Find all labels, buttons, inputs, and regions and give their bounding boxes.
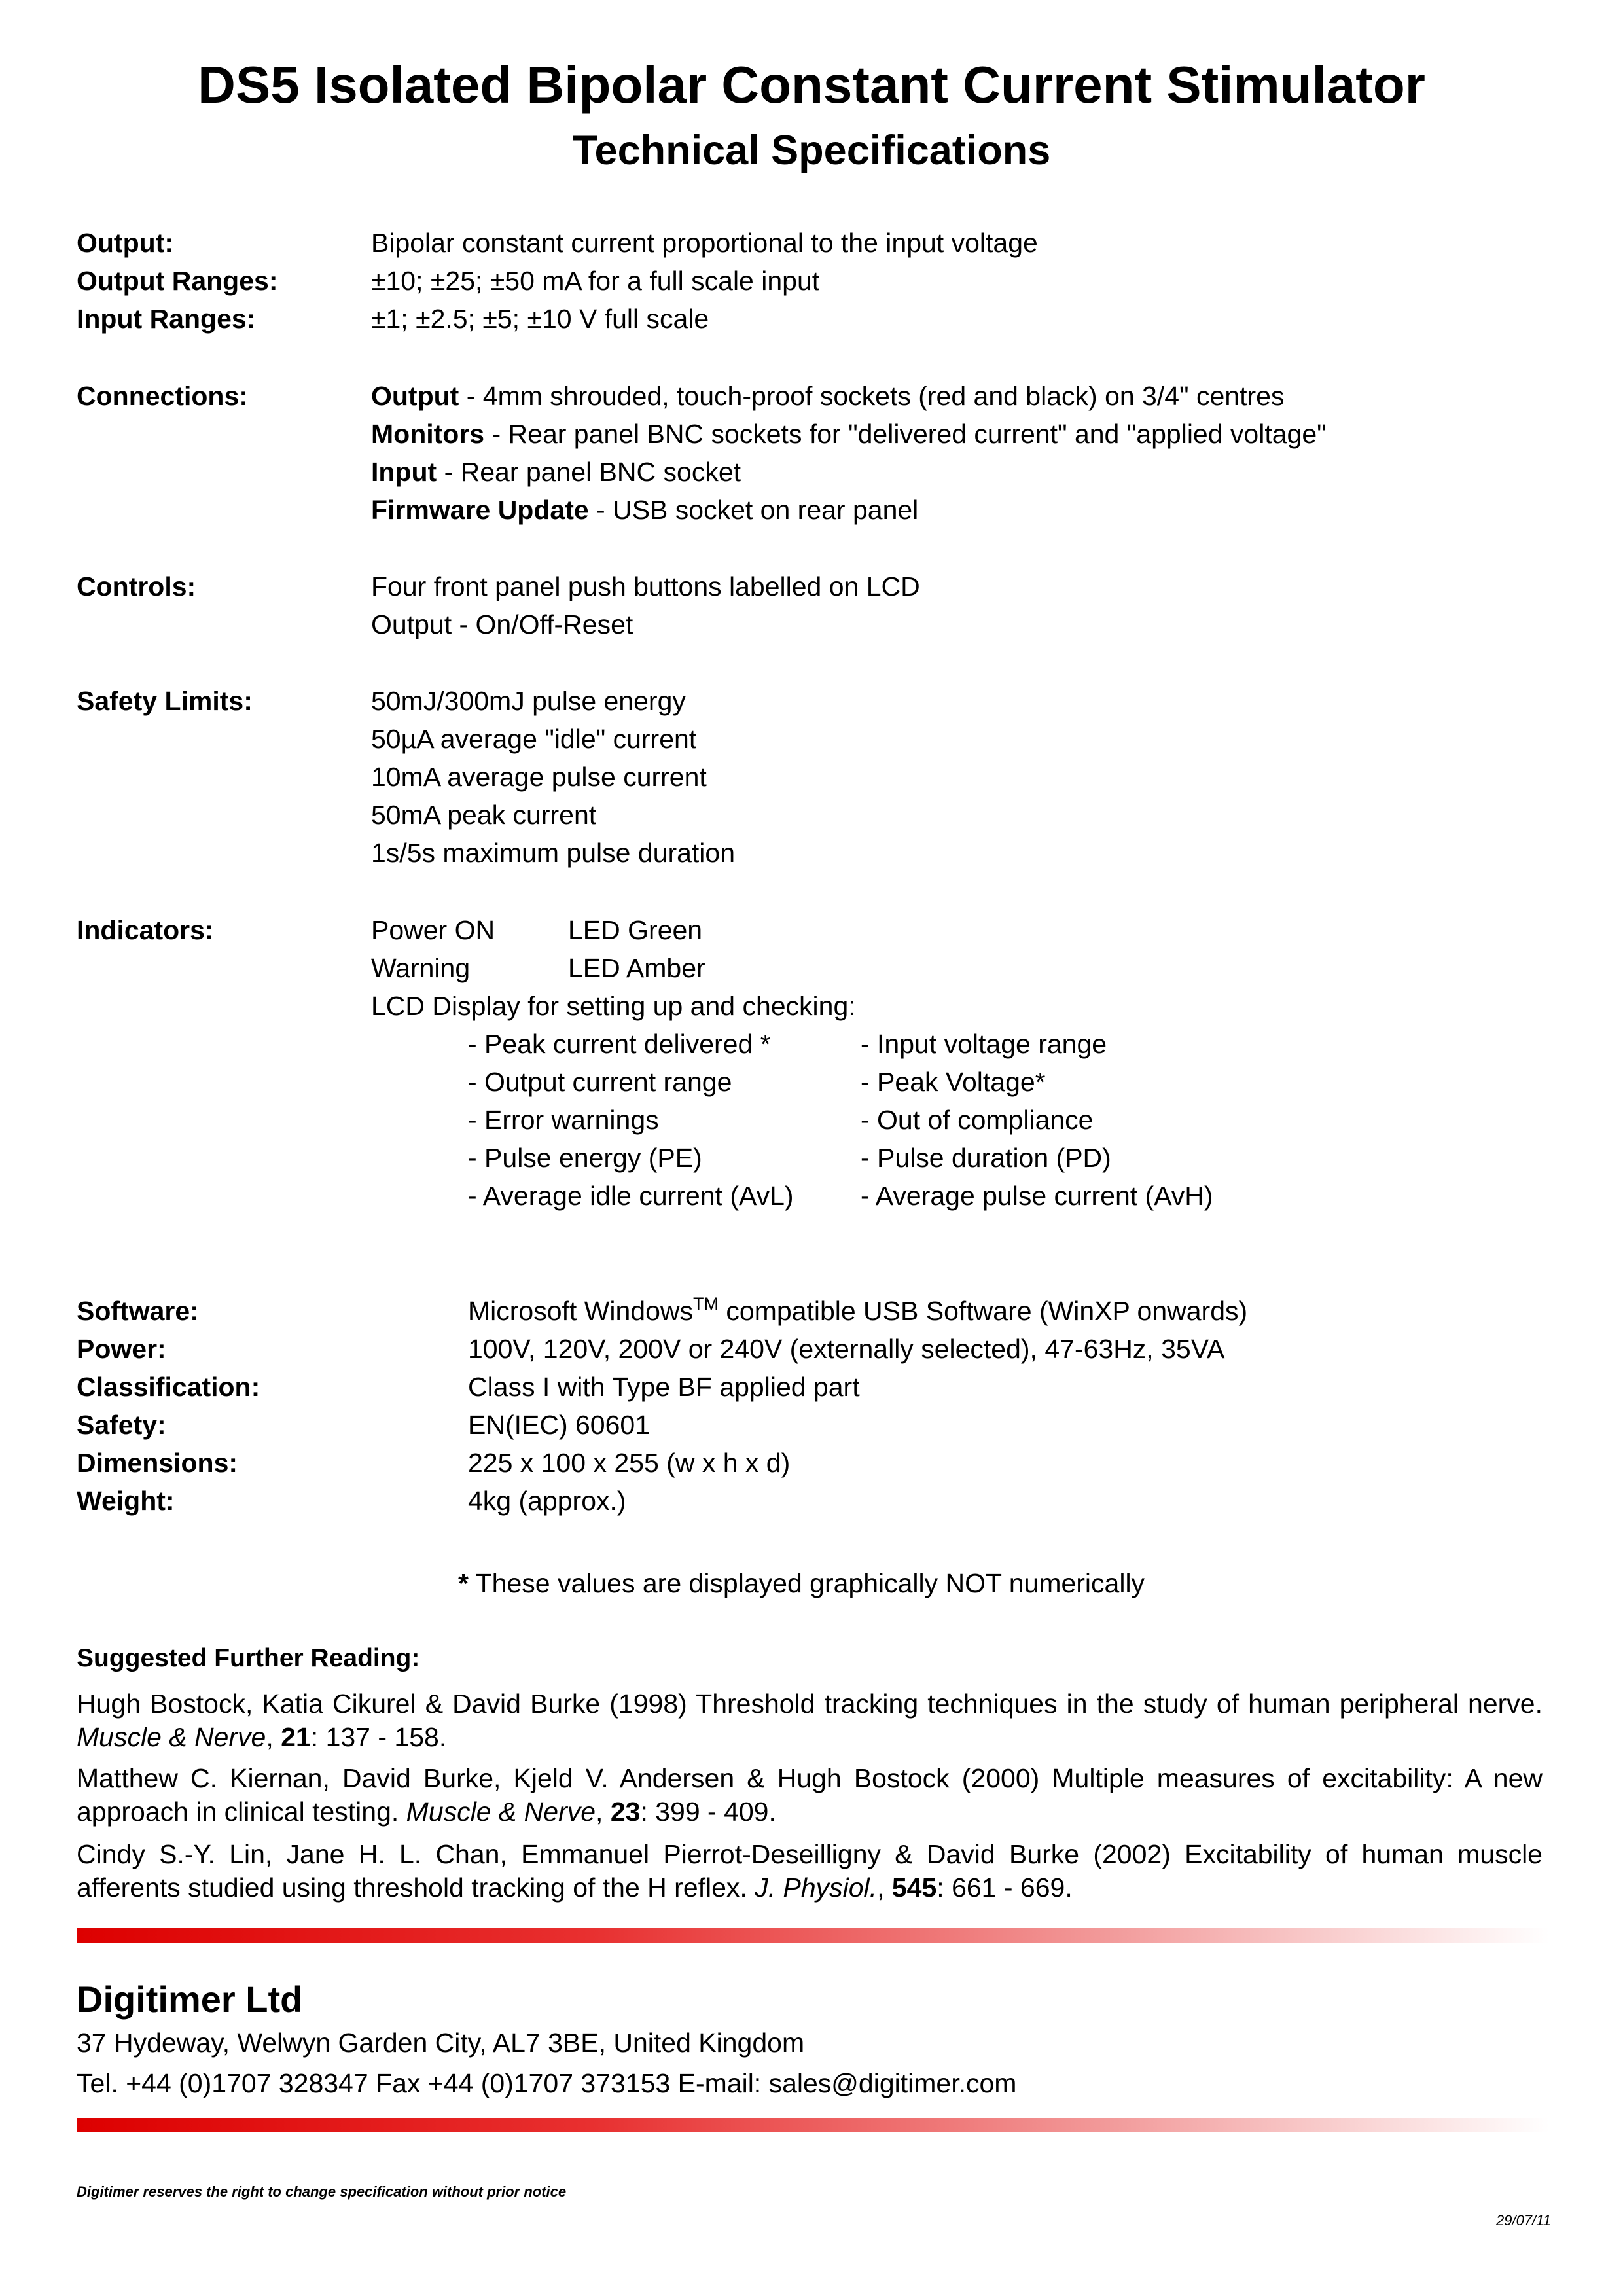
lcd-item: - Error warnings <box>468 1105 659 1135</box>
spec-value: LCD Display for setting up and checking: <box>371 991 856 1021</box>
company-address: 37 Hydeway, Welwyn Garden City, AL7 3BE, United Kingdom <box>77 2028 805 2058</box>
reference-item: Cindy S.-Y. Lin, Jane H. L. Chan, Emmanuel Pierrot-Deseilligny & David Burke (2002) Excitability of human muscle afferents studied using threshold tracking of the H reflex. J. Physiol., 545: 661 - 669. <box>77 1839 1543 1903</box>
lcd-item: - Pulse duration (PD) <box>861 1143 1111 1173</box>
lcd-item: - Average pulse current (AvH) <box>861 1181 1213 1211</box>
indicator-name: Warning <box>371 953 471 983</box>
spec-value: Bipolar constant current proportional to the input voltage <box>371 228 1038 258</box>
spec-label: Input Ranges: <box>77 304 256 334</box>
spec-label: Power: <box>77 1334 166 1364</box>
connection-monitors: Monitors - Rear panel BNC sockets for "delivered current" and "applied voltage" <box>371 419 1327 449</box>
company-name: Digitimer Ltd <box>77 1979 303 2020</box>
lcd-item: - Out of compliance <box>861 1105 1094 1135</box>
divider <box>77 1928 1549 1943</box>
indicator-name: Power ON <box>371 915 495 945</box>
page-subtitle: Technical Specifications <box>572 128 1051 173</box>
connection-input: Input - Rear panel BNC socket <box>371 457 741 487</box>
indicator-value: LED Green <box>568 915 703 945</box>
indicator-value: LED Amber <box>568 953 705 983</box>
spec-label: Safety Limits: <box>77 686 253 716</box>
lcd-item: - Input voltage range <box>861 1029 1107 1059</box>
spec-value: EN(IEC) 60601 <box>468 1410 651 1440</box>
connection-output: Output - 4mm shrouded, touch-proof sockets (red and black) on 3/4" centres <box>371 381 1285 411</box>
spec-label: Safety: <box>77 1410 166 1440</box>
spec-label: Controls: <box>77 571 196 601</box>
spec-value: Output - On/Off-Reset <box>371 609 633 639</box>
page-title: DS5 Isolated Bipolar Constant Current Stimulator <box>198 56 1425 114</box>
spec-value: ±10; ±25; ±50 mA for a full scale input <box>371 266 820 296</box>
lcd-item: - Output current range <box>468 1067 732 1097</box>
spec-value: ±1; ±2.5; ±5; ±10 V full scale <box>371 304 709 334</box>
spec-value: 50µA average "idle" current <box>371 724 697 754</box>
spec-label: Software: <box>77 1296 199 1326</box>
spec-label: Classification: <box>77 1372 260 1402</box>
lcd-item: - Peak current delivered * <box>468 1029 771 1059</box>
spec-value: 1s/5s maximum pulse duration <box>371 838 736 868</box>
spec-value: 100V, 120V, 200V or 240V (externally selected), 47-63Hz, 35VA <box>468 1334 1225 1364</box>
reference-item: Matthew C. Kiernan, David Burke, Kjeld V. Andersen & Hugh Bostock (2000) Multiple measures of excitability: A new approach in clinical testing. Muscle & Nerve, 23: 399 - 409. <box>77 1763 1543 1827</box>
spec-label: Weight: <box>77 1486 175 1516</box>
disclaimer: Digitimer reserves the right to change specification without prior notice <box>77 2183 567 2200</box>
spec-label: Output Ranges: <box>77 266 278 296</box>
spec-value: Microsoft Windows™ compatible USB Software (WinXP onwards) <box>468 1294 1248 1326</box>
divider <box>77 2118 1549 2132</box>
spec-label: Dimensions: <box>77 1448 238 1478</box>
spec-value: 50mJ/300mJ pulse energy <box>371 686 686 716</box>
spec-value: 10mA average pulse current <box>371 762 707 792</box>
lcd-item: - Pulse energy (PE) <box>468 1143 702 1173</box>
spec-value: 4kg (approx.) <box>468 1486 626 1516</box>
spec-value: 225 x 100 x 255 (w x h x d) <box>468 1448 791 1478</box>
document-date: 29/07/11 <box>1496 2212 1552 2229</box>
spec-value: Four front panel push buttons labelled on LCD <box>371 571 920 601</box>
spec-value: Class I with Type BF applied part <box>468 1372 860 1402</box>
connection-firmware: Firmware Update - USB socket on rear panel <box>371 495 919 525</box>
company-contact: Tel. +44 (0)1707 328347 Fax +44 (0)1707 373153 E-mail: sales@digitimer.com <box>77 2068 1017 2098</box>
lcd-item: - Average idle current (AvL) <box>468 1181 794 1211</box>
reference-item: Hugh Bostock, Katia Cikurel & David Burke (1998) Threshold tracking techniques in the study of human peripheral nerve. Muscle & Nerve, 21: 137 - 158. <box>77 1689 1543 1752</box>
spec-label: Output: <box>77 228 173 258</box>
lcd-item: - Peak Voltage* <box>861 1067 1046 1097</box>
spec-value: 50mA peak current <box>371 800 597 830</box>
reading-heading: Suggested Further Reading: <box>77 1644 420 1672</box>
footnote-text: * These values are displayed graphically NOT numerically <box>458 1568 1145 1598</box>
spec-label: Connections: <box>77 381 248 411</box>
spec-label: Indicators: <box>77 915 214 945</box>
